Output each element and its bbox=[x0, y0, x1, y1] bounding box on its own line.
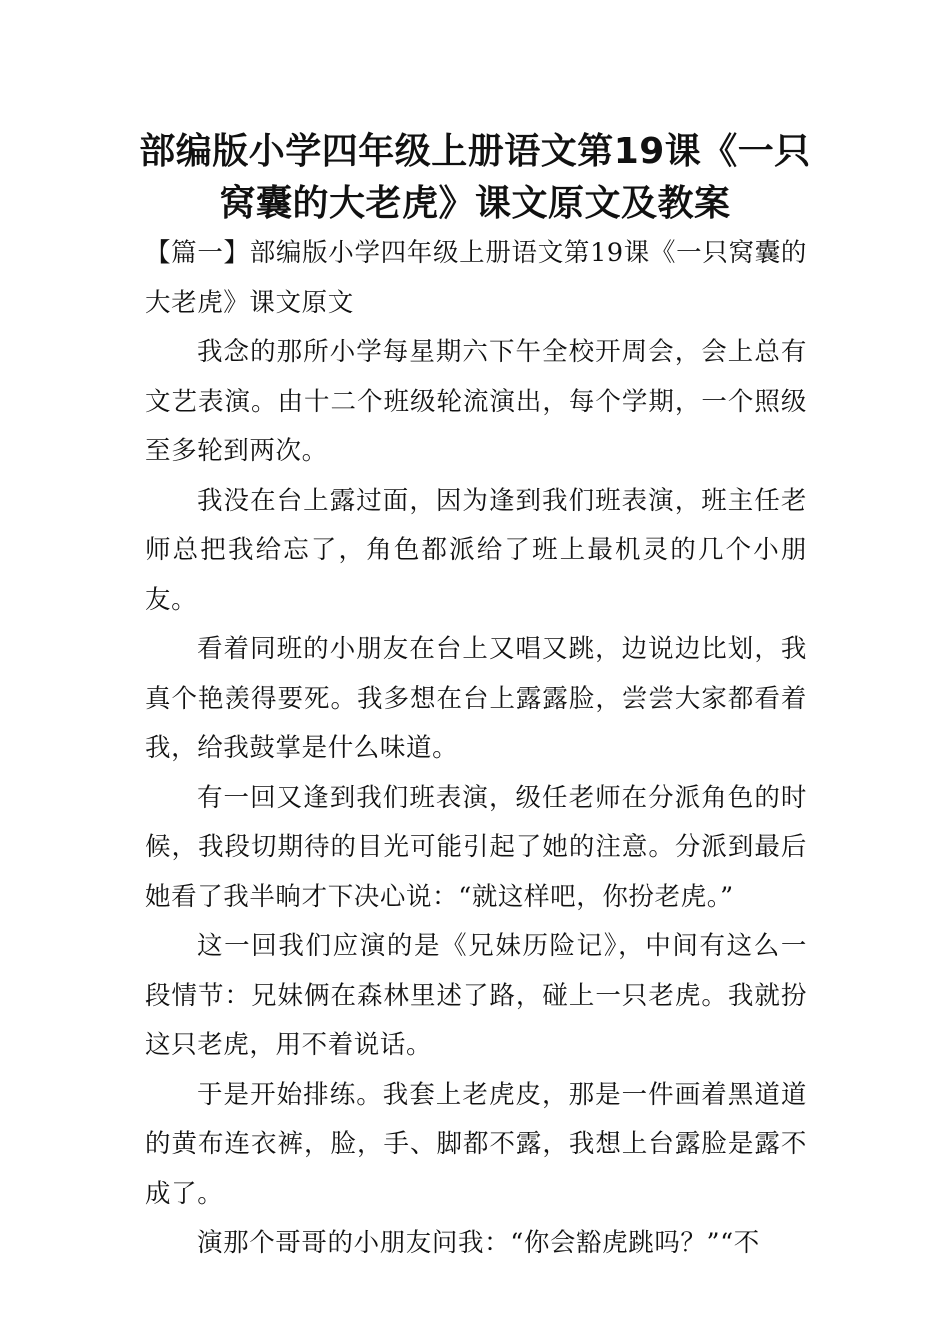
document-body bbox=[145, 229, 807, 1269]
paragraph-5: 这一回我们应演的是《兄妹历险记》，中间有这么一段情节：兄妹俩在森林里述了路，碰上一只老虎。我就扮这只老虎，用不着说话。 bbox=[145, 931, 807, 1060]
paragraph-7: 演那个哥哥的小朋友问我：“你会豁虎跳吗？”“不 bbox=[197, 1228, 760, 1258]
section-heading: 【篇一】部编版小学四年级上册语文第19课《一只窝囊的大老虎》课文原文 bbox=[145, 238, 807, 318]
document-title bbox=[100, 126, 850, 230]
paragraph-1: 我念的那所小学每星期六下午全校开周会，会上总有文艺表演。由十二个班级轮流演出，每个学期，一个照级至多轮到两次。 bbox=[145, 337, 807, 466]
title-line-2: 窝囊的大老虎》课文原文及教案 bbox=[219, 183, 731, 224]
paragraph-2: 我没在台上露过面，因为逢到我们班表演，班主任老师总把我给忘了，角色都派给了班上最机灵的几个小朋友。 bbox=[145, 485, 807, 615]
paragraph-6: 于是开始排练。我套上老虎皮，那是一件画着黑道道的黄布连衣裤，脸，手、脚都不露，我想上台露脸是露不成了。 bbox=[145, 1079, 807, 1209]
paragraph-3: 看着同班的小朋友在台上又唱又跳，边说边比划，我真个艳羡得要死。我多想在台上露露脸，尝尝大家都看着我，给我鼓掌是什么味道。 bbox=[145, 634, 807, 763]
title-line-1: 部编版小学四年级上册语文第19课《一只 bbox=[139, 131, 811, 172]
paragraph-4: 有一回又逢到我们班表演，级任老师在分派角色的时候，我段切期待的目光可能引起了她的注意。分派到最后她看了我半晌才下决心说：“就这样吧，你扮老虎。” bbox=[145, 782, 807, 912]
